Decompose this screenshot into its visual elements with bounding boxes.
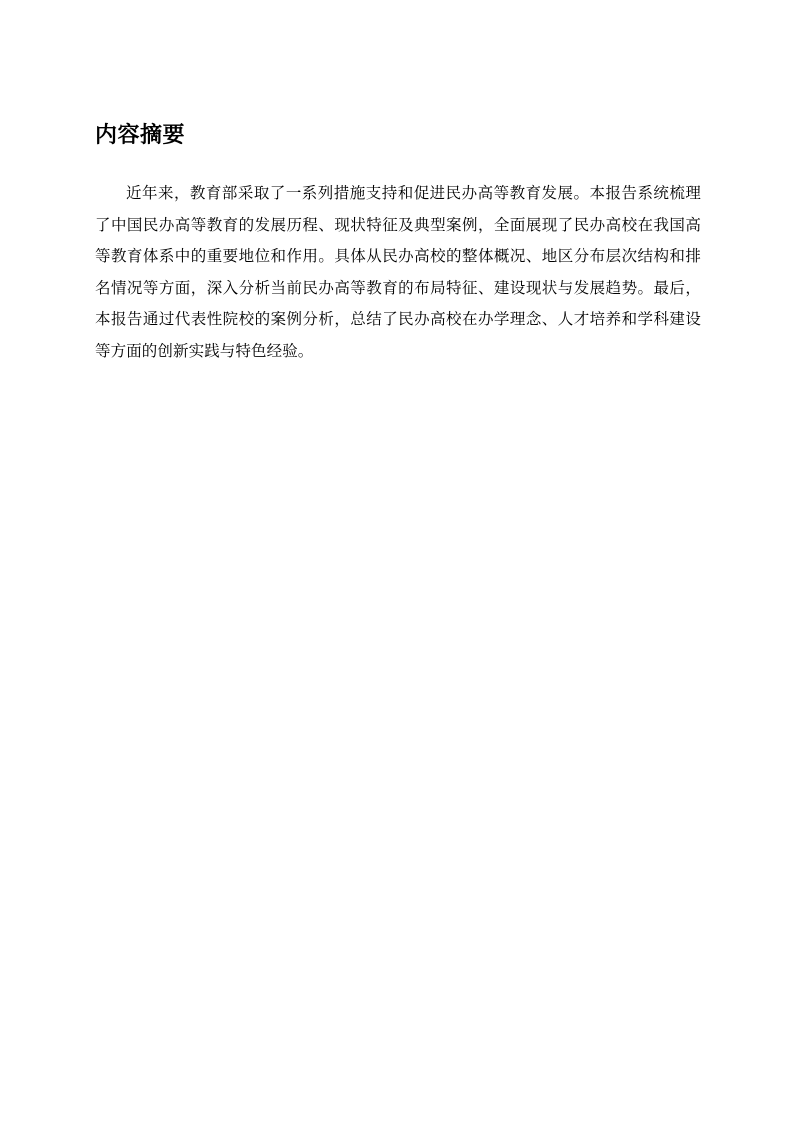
abstract-paragraph: 近年来，教育部采取了一系列措施支持和促进民办高等教育发展。本报告系统梳理了中国民办高等教育的发展历程、现状特征及典型案例，全面展现了民办高校在我国高等教育体系中的重要地位和作用。具体从民办高校的整体概况、地区分布层次结构和排名情况等方面，深入分析当前民办高等教育的布局特征、建设现状与发展趋势。最后，本报告通过代表性院校的案例分析，总结了民办高校在办学理念、人才培养和学科建设等方面的创新实践与特色经验。 xyxy=(95,184,701,360)
page-title: 内容摘要 xyxy=(95,123,186,148)
